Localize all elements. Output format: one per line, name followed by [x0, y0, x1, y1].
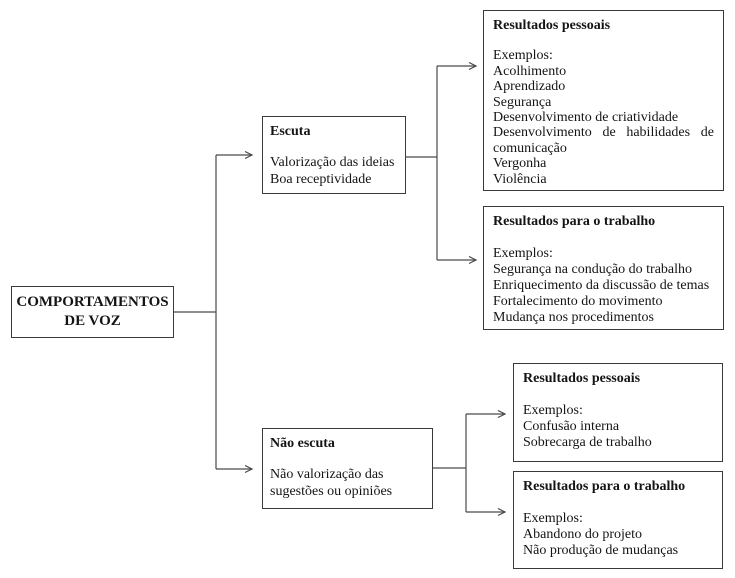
example-item: Sobrecarga de trabalho	[523, 435, 652, 450]
branch-description	[270, 154, 398, 188]
example-item: Confusão interna	[523, 419, 620, 434]
examples-list	[493, 64, 714, 187]
outcome-box-non-listening-work	[513, 471, 723, 569]
branch-box-escuta	[262, 116, 406, 194]
outcome-box-listening-personal	[483, 10, 724, 191]
examples-label: Exemplos:	[493, 246, 553, 261]
example-item: Abandono do projeto	[523, 527, 642, 542]
examples-list	[493, 262, 714, 326]
example-item: Segurança	[493, 94, 552, 110]
examples-list	[523, 527, 713, 559]
root-box	[11, 286, 174, 338]
outcome-title: Resultados pessoais	[523, 371, 641, 386]
branch-box-nao-escuta	[262, 428, 433, 509]
branch-title: Escuta	[270, 124, 311, 139]
outcome-box-listening-work	[483, 206, 724, 330]
example-item: Mudança nos procedimentos	[493, 310, 654, 325]
example-item: Não produção de mudanças	[523, 543, 679, 558]
outcome-title: Resultados para o trabalho	[493, 214, 656, 229]
example-item: Violência	[493, 171, 547, 187]
outcome-title: Resultados pessoais	[493, 18, 611, 33]
description-line: Boa receptividade	[270, 172, 372, 187]
example-item: Fortalecimento do movimento	[493, 294, 663, 309]
root-label: COMPORTAMENTOS DE VOZ	[16, 294, 169, 329]
description-line: Valorização das ideias	[270, 155, 395, 170]
examples-label: Exemplos:	[523, 511, 583, 526]
examples-label: Exemplos:	[493, 48, 553, 64]
outcome-title: Resultados para o trabalho	[523, 479, 686, 494]
example-item: Enriquecimento da discussão de temas	[493, 278, 710, 293]
example-item: Acolhimento	[493, 63, 567, 79]
examples-list	[523, 419, 713, 451]
branch-description	[270, 466, 425, 500]
example-item: Aprendizado	[493, 79, 566, 95]
outcome-box-non-listening-personal	[513, 363, 723, 462]
example-item: Desenvolvimento de habilidades de comunicação	[493, 125, 714, 156]
description-line: Não valorização das sugestões ou opiniões	[270, 467, 393, 499]
branch-title: Não escuta	[270, 436, 335, 451]
example-item: Vergonha	[493, 156, 547, 172]
examples-label: Exemplos:	[523, 403, 583, 418]
example-item: Segurança na condução do trabalho	[493, 262, 693, 277]
example-item: Desenvolvimento de criatividade	[493, 110, 679, 126]
